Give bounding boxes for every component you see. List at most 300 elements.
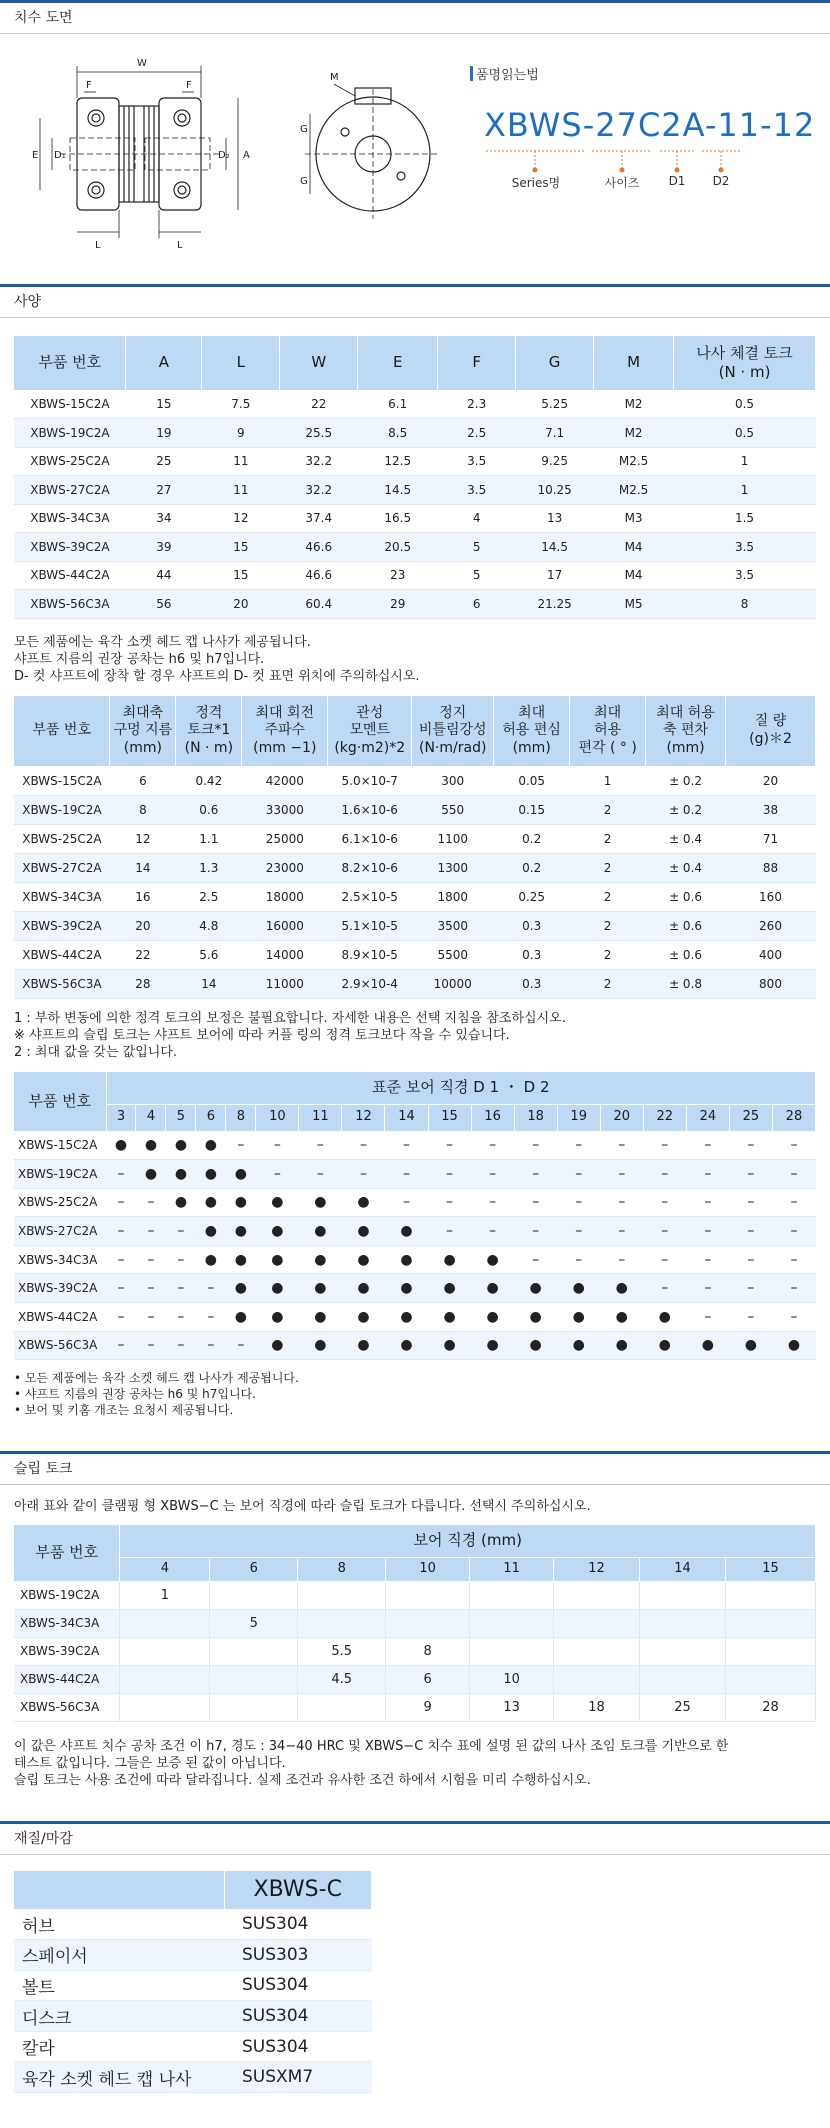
table-cell: 16 [110, 882, 176, 911]
table-cell: XBWS-44C2A [14, 940, 110, 969]
available-dot: ● [557, 1303, 600, 1332]
unavailable-dash: – [471, 1131, 514, 1160]
material-value: SUS304 [224, 1970, 372, 2001]
table-row [14, 1188, 816, 1217]
unavailable-dash: – [385, 1131, 428, 1160]
table-cell: 5.25 [516, 390, 594, 419]
material-value: SUS304 [224, 1909, 372, 1940]
unavailable-dash: – [342, 1160, 385, 1189]
table-cell: 8 [110, 795, 176, 824]
note-line: • 모든 제품에는 육각 소켓 헤드 캡 나사가 제공됩니다. [14, 1371, 299, 1385]
table-cell: 3.5 [674, 533, 816, 562]
available-dot: ● [557, 1274, 600, 1303]
part-number-cell: XBWS-27C2A [14, 1217, 106, 1246]
table-cell: M4 [594, 533, 674, 562]
table-cell: 44 [126, 561, 202, 590]
section-header-dimensions [0, 0, 830, 34]
torque-cell [386, 1581, 470, 1609]
corner-header: 부품 번호 [14, 1525, 120, 1581]
part-number-cell: XBWS-44C2A [14, 1665, 120, 1693]
table-cell: 16000 [242, 911, 328, 940]
torque-cell [640, 1581, 726, 1609]
bore-diameter-table [14, 1072, 816, 1360]
bore-size-header: 6 [210, 1557, 298, 1581]
note-line: 샤프트 지름의 권장 공차는 h6 및 h7입니다. [14, 652, 265, 667]
note-line: D- 컷 샤프트에 장착 할 경우 샤프트의 D- 컷 표면 위치에 주의하십시오. [14, 669, 420, 684]
table-cell: 60.4 [280, 590, 358, 619]
table-cell: 2 [570, 853, 646, 882]
table-cell: 0.2 [494, 824, 570, 853]
table-cell: ± 0.6 [646, 940, 726, 969]
column-header: 질 량 (g)＊2 [726, 696, 816, 766]
table-row [14, 561, 816, 590]
bore-size-header: 28 [772, 1104, 815, 1131]
table-cell: 4 [438, 504, 516, 533]
column-header: L [202, 336, 280, 390]
table-cell: 0.15 [494, 795, 570, 824]
table-cell: 1800 [412, 882, 494, 911]
unavailable-dash: – [686, 1303, 729, 1332]
unavailable-dash: – [557, 1217, 600, 1246]
column-header: 최대 허용 편심 (mm) [494, 696, 570, 766]
torque-cell [554, 1637, 640, 1665]
table-cell: 0.6 [176, 795, 242, 824]
available-dot: ● [643, 1303, 686, 1332]
torque-cell [554, 1581, 640, 1609]
label-M: M [330, 72, 339, 83]
table-cell: 5.0×10-7 [328, 766, 412, 795]
section-header-slip-torque [0, 1451, 830, 1485]
label-F1: F [86, 80, 92, 91]
table-cell: 300 [412, 766, 494, 795]
table-cell: 3.5 [674, 561, 816, 590]
slip-intro: 아래 표와 같이 클램핑 형 XBWS−C 는 보어 직경에 따라 슬립 토크가 다릅니다. 선택시 주의하십시오. [14, 1499, 591, 1514]
table-cell: XBWS-34C3A [14, 882, 110, 911]
table-cell: XBWS-56C3A [14, 590, 126, 619]
available-dot: ● [256, 1331, 299, 1360]
torque-cell [210, 1693, 298, 1721]
unavailable-dash: – [600, 1245, 643, 1274]
available-dot: ● [600, 1274, 643, 1303]
section-header-spec [0, 284, 830, 318]
unavailable-dash: – [471, 1217, 514, 1246]
available-dot: ● [686, 1331, 729, 1360]
bore-size-header: 14 [640, 1557, 726, 1581]
spec-table-dimensions [14, 336, 816, 619]
unavailable-dash: – [729, 1303, 772, 1332]
section-title: 사양 [14, 294, 42, 310]
table-cell: 14000 [242, 940, 328, 969]
table-row [14, 1693, 816, 1721]
table-cell: 8.9×10-5 [328, 940, 412, 969]
torque-cell [210, 1665, 298, 1693]
table-cell: 0.2 [494, 853, 570, 882]
unavailable-dash: – [729, 1274, 772, 1303]
table-row [14, 766, 816, 795]
table-cell: 0.5 [674, 419, 816, 448]
column-header: 최대축 구멍 지름 (mm) [110, 696, 176, 766]
unavailable-dash: – [106, 1274, 136, 1303]
torque-cell: 9 [386, 1693, 470, 1721]
note-line: 모든 제품에는 육각 소켓 헤드 캡 나사가 제공됩니다. [14, 635, 311, 650]
torque-cell [120, 1693, 210, 1721]
unavailable-dash: – [729, 1188, 772, 1217]
unavailable-dash: – [772, 1245, 815, 1274]
available-dot: ● [226, 1274, 256, 1303]
table-cell: 19 [126, 419, 202, 448]
table-cell: 3.5 [438, 476, 516, 505]
table-cell: 37.4 [280, 504, 358, 533]
table-row [14, 1303, 816, 1332]
table-cell: 1.5 [674, 504, 816, 533]
bore-size-header: 20 [600, 1104, 643, 1131]
table-cell: 5 [438, 533, 516, 562]
table-cell: XBWS-19C2A [14, 419, 126, 448]
label-F2: F [186, 80, 192, 91]
part-number-guide-bar [470, 66, 473, 81]
section-title: 재질/마감 [14, 1831, 73, 1847]
torque-cell [554, 1609, 640, 1637]
available-dot: ● [385, 1217, 428, 1246]
available-dot: ● [471, 1245, 514, 1274]
available-dot: ● [342, 1274, 385, 1303]
available-dot: ● [196, 1188, 226, 1217]
unavailable-dash: – [643, 1160, 686, 1189]
unavailable-dash: – [106, 1303, 136, 1332]
unavailable-dash: – [428, 1160, 471, 1189]
table-cell: M2.5 [594, 447, 674, 476]
table-cell: 9.25 [516, 447, 594, 476]
table-cell: 15 [126, 390, 202, 419]
table-cell: 0.3 [494, 911, 570, 940]
unavailable-dash: – [600, 1131, 643, 1160]
bore-size-header: 11 [299, 1104, 342, 1131]
note-line: 슬립 토크는 사용 조건에 따라 달라집니다. 실제 조건과 유사한 조건 하에서 시험을 미리 수행하십시오. [14, 1773, 591, 1788]
table-cell: 32.2 [280, 476, 358, 505]
bore-size-header: 19 [557, 1104, 600, 1131]
table-row [14, 1160, 816, 1189]
table-cell: ± 0.2 [646, 795, 726, 824]
torque-cell [640, 1665, 726, 1693]
label-E: E [32, 150, 39, 161]
unavailable-dash: – [643, 1274, 686, 1303]
table-row [14, 1245, 816, 1274]
unavailable-dash: – [166, 1331, 196, 1360]
unavailable-dash: – [106, 1160, 136, 1189]
available-dot: ● [385, 1331, 428, 1360]
part-number-cell: XBWS-15C2A [14, 1131, 106, 1160]
table-cell: 39 [126, 533, 202, 562]
unavailable-dash: – [557, 1160, 600, 1189]
unavailable-dash: – [166, 1245, 196, 1274]
table-cell: 9 [202, 419, 280, 448]
corner-header: 부품 번호 [14, 1072, 106, 1131]
table-cell: 2.9×10-4 [328, 969, 412, 998]
unavailable-dash: – [196, 1331, 226, 1360]
table-cell: XBWS-39C2A [14, 911, 110, 940]
table-row [14, 940, 816, 969]
table-cell: 2 [570, 969, 646, 998]
table-cell: 8 [674, 590, 816, 619]
table-cell: 15 [202, 533, 280, 562]
available-dot: ● [299, 1274, 342, 1303]
table-cell: XBWS-39C2A [14, 533, 126, 562]
column-header: 정지 비틀림강성 (N·m/rad) [412, 696, 494, 766]
available-dot: ● [226, 1217, 256, 1246]
bore-size-header: 4 [120, 1557, 210, 1581]
unavailable-dash: – [686, 1217, 729, 1246]
available-dot: ● [256, 1303, 299, 1332]
unavailable-dash: – [166, 1303, 196, 1332]
part-number-cell: XBWS-39C2A [14, 1637, 120, 1665]
column-header: 부품 번호 [14, 336, 126, 390]
table-cell: 5.1×10-5 [328, 911, 412, 940]
table-cell: 10.25 [516, 476, 594, 505]
table-row [14, 1940, 372, 1971]
table-row [14, 1274, 816, 1303]
available-dot: ● [226, 1188, 256, 1217]
component-label: 허브 [14, 1909, 224, 1940]
table-row [14, 590, 816, 619]
table-cell: 2 [570, 940, 646, 969]
available-dot: ● [514, 1331, 557, 1360]
available-dot: ● [557, 1331, 600, 1360]
table-cell: 6.1×10-6 [328, 824, 412, 853]
available-dot: ● [256, 1217, 299, 1246]
available-dot: ● [196, 1217, 226, 1246]
table-cell: 22 [110, 940, 176, 969]
torque-cell [470, 1609, 554, 1637]
material-value: SUS304 [224, 2031, 372, 2062]
torque-cell [120, 1637, 210, 1665]
unavailable-dash: – [299, 1160, 342, 1189]
available-dot: ● [514, 1274, 557, 1303]
table-row [14, 447, 816, 476]
part-number-cell: XBWS-39C2A [14, 1274, 106, 1303]
unavailable-dash: – [772, 1160, 815, 1189]
unavailable-dash: – [729, 1131, 772, 1160]
table-row [14, 911, 816, 940]
table-cell: 2.5×10-5 [328, 882, 412, 911]
unavailable-dash: – [471, 1160, 514, 1189]
table-cell: ± 0.8 [646, 969, 726, 998]
available-dot: ● [514, 1303, 557, 1332]
table-cell: XBWS-27C2A [14, 476, 126, 505]
table-row [14, 504, 816, 533]
table-cell: 2 [570, 795, 646, 824]
part-number-cell: XBWS-56C3A [14, 1331, 106, 1360]
bore-size-header: 8 [298, 1557, 386, 1581]
table-cell: XBWS-15C2A [14, 390, 126, 419]
component-label: 스페이서 [14, 1940, 224, 1971]
unavailable-dash: – [106, 1188, 136, 1217]
torque-cell [298, 1581, 386, 1609]
bore-size-header: 16 [471, 1104, 514, 1131]
unavailable-dash: – [686, 1188, 729, 1217]
table-cell: XBWS-27C2A [14, 853, 110, 882]
table-cell: 13 [516, 504, 594, 533]
table-cell: ± 0.4 [646, 824, 726, 853]
bore-size-header: 8 [226, 1104, 256, 1131]
available-dot: ● [643, 1331, 686, 1360]
table-row [14, 1609, 816, 1637]
note-line: 이 값은 샤프트 치수 공차 조건 이 h7, 경도 : 34−40 HRC 및 XBWS−C 치수 표에 설명 된 값의 나사 조임 토크를 기반으로 한 [14, 1739, 729, 1754]
table-row [14, 2031, 372, 2062]
table-cell: 400 [726, 940, 816, 969]
table-cell: 14 [110, 853, 176, 882]
table-cell: 6 [438, 590, 516, 619]
table-cell: 5.6 [176, 940, 242, 969]
table-cell: 2 [570, 824, 646, 853]
table-row [14, 1637, 816, 1665]
table-cell: 29 [358, 590, 438, 619]
table-row [14, 1331, 816, 1360]
unavailable-dash: – [643, 1188, 686, 1217]
table-cell: 2 [570, 911, 646, 940]
unavailable-dash: – [471, 1188, 514, 1217]
part-label-series: Series명 [511, 176, 561, 190]
table-cell: M2 [594, 419, 674, 448]
column-header: A [126, 336, 202, 390]
unavailable-dash: – [772, 1274, 815, 1303]
table-cell: 20 [202, 590, 280, 619]
table-cell: 260 [726, 911, 816, 940]
table-cell: 0.3 [494, 940, 570, 969]
table-row [14, 1581, 816, 1609]
component-label: 육각 소켓 헤드 캡 나사 [14, 2062, 224, 2093]
bore-size-header: 6 [196, 1104, 226, 1131]
table-row [14, 390, 816, 419]
label-W: W [137, 58, 147, 69]
available-dot: ● [600, 1303, 643, 1332]
material-value: SUS303 [224, 1940, 372, 1971]
torque-cell [725, 1665, 815, 1693]
unavailable-dash: – [428, 1131, 471, 1160]
table-cell: 28 [110, 969, 176, 998]
torque-cell [725, 1609, 815, 1637]
table-cell: 0.5 [674, 390, 816, 419]
unavailable-dash: – [136, 1188, 166, 1217]
bore-size-header: 12 [554, 1557, 640, 1581]
unavailable-dash: – [772, 1131, 815, 1160]
table-cell: 56 [126, 590, 202, 619]
unavailable-dash: – [729, 1245, 772, 1274]
torque-cell: 6 [386, 1665, 470, 1693]
table-row [14, 1970, 372, 2001]
available-dot: ● [342, 1303, 385, 1332]
torque-cell: 5 [210, 1609, 298, 1637]
slip-torque-table [14, 1525, 816, 1722]
available-dot: ● [342, 1245, 385, 1274]
table-row [14, 2001, 372, 2032]
table-cell: 7.1 [516, 419, 594, 448]
unavailable-dash: – [514, 1131, 557, 1160]
label-L2: L [177, 240, 183, 251]
unavailable-dash: – [600, 1188, 643, 1217]
table-cell: XBWS-19C2A [14, 795, 110, 824]
available-dot: ● [299, 1188, 342, 1217]
table-row [14, 419, 816, 448]
table-cell: 1 [674, 447, 816, 476]
unavailable-dash: – [514, 1160, 557, 1189]
table-row [14, 1131, 816, 1160]
table-row [14, 1909, 372, 1940]
table-cell: M5 [594, 590, 674, 619]
table-cell: 1.3 [176, 853, 242, 882]
table-cell: 1.1 [176, 824, 242, 853]
unavailable-dash: – [106, 1217, 136, 1246]
unavailable-dash: – [514, 1188, 557, 1217]
table-cell: 550 [412, 795, 494, 824]
bore-size-header: 11 [470, 1557, 554, 1581]
table-cell: 1100 [412, 824, 494, 853]
table-cell: 34 [126, 504, 202, 533]
part-label-d1: D1 [668, 174, 686, 188]
bore-size-header: 24 [686, 1104, 729, 1131]
table-cell: 0.25 [494, 882, 570, 911]
torque-cell [640, 1609, 726, 1637]
unavailable-dash: – [643, 1217, 686, 1246]
component-label: 볼트 [14, 1970, 224, 2001]
unavailable-dash: – [428, 1217, 471, 1246]
slip-notes [14, 1738, 728, 1789]
unavailable-dash: – [686, 1131, 729, 1160]
bore-notes [14, 1370, 299, 1418]
column-header: 나사 체결 토크 (N · m) [674, 336, 816, 390]
unavailable-dash: – [514, 1217, 557, 1246]
part-number-code: XBWS-27C2A-11-12 [484, 106, 816, 144]
table-cell: 4.8 [176, 911, 242, 940]
column-header: M [594, 336, 674, 390]
table-cell: 12 [202, 504, 280, 533]
table-cell: XBWS-34C3A [14, 504, 126, 533]
label-D1: D₁ [54, 150, 66, 161]
available-dot: ● [226, 1303, 256, 1332]
unavailable-dash: – [686, 1274, 729, 1303]
unavailable-dash: – [514, 1245, 557, 1274]
available-dot: ● [196, 1245, 226, 1274]
available-dot: ● [428, 1331, 471, 1360]
table-row [14, 1665, 816, 1693]
torque-cell: 28 [725, 1693, 815, 1721]
table-cell: 20 [726, 766, 816, 795]
table-row [14, 824, 816, 853]
part-number-cell: XBWS-34C3A [14, 1245, 106, 1274]
available-dot: ● [196, 1131, 226, 1160]
table-cell: ± 0.6 [646, 911, 726, 940]
material-value: SUS304 [224, 2001, 372, 2032]
table-cell: 17 [516, 561, 594, 590]
material-header: XBWS-C [224, 1871, 372, 1909]
table-cell: 14.5 [516, 533, 594, 562]
part-label-d2: D2 [712, 174, 730, 188]
table-row [14, 476, 816, 505]
table-cell: 0.3 [494, 969, 570, 998]
bore-size-header: 18 [514, 1104, 557, 1131]
table-cell: 25000 [242, 824, 328, 853]
unavailable-dash: – [600, 1160, 643, 1189]
group-header: 보어 직경 (mm) [120, 1525, 816, 1557]
note-line: • 샤프트 지름의 권장 공차는 h6 및 h7입니다. [14, 1387, 256, 1401]
torque-cell [640, 1637, 726, 1665]
table-cell: 32.2 [280, 447, 358, 476]
torque-cell [210, 1637, 298, 1665]
material-corner [14, 1871, 224, 1909]
bore-size-header: 25 [729, 1104, 772, 1131]
table-cell: XBWS-56C3A [14, 969, 110, 998]
unavailable-dash: – [385, 1188, 428, 1217]
torque-cell [470, 1581, 554, 1609]
